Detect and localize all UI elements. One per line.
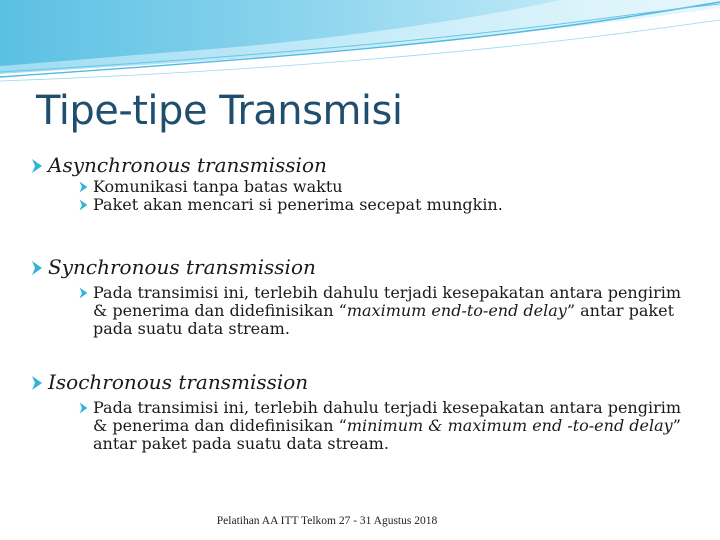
section-asynchronous xyxy=(30,152,700,214)
section-heading xyxy=(30,369,700,395)
list-item-text-before: Pada transimisi ini, terlebih dahulu terjadi kesepakatan antara pengirim & penerima dan didefinisikan “ xyxy=(93,398,682,435)
list-item xyxy=(78,178,700,196)
list-item-text xyxy=(93,284,700,338)
list-item-text-after: ” antar paket pada suatu data stream. xyxy=(93,301,675,338)
list-item xyxy=(78,284,700,338)
section-heading xyxy=(30,254,700,280)
slide-title: Tipe-tipe Transmisi xyxy=(36,88,403,134)
section-synchronous xyxy=(30,254,700,338)
slide-footer: Pelatihan AA ITT Telkom 27 - 31 Agustus 2018 xyxy=(216,515,438,527)
arrow-bullet-icon xyxy=(78,198,89,212)
list-item-text-after: ” antar paket pada suatu data stream. xyxy=(93,416,681,453)
list-item-text xyxy=(93,399,700,453)
section-heading-text: Isochronous transmission xyxy=(48,370,309,394)
arrow-bullet-icon xyxy=(78,286,89,300)
list-item-text: Komunikasi tanpa batas waktu xyxy=(93,177,343,196)
list-item-term: minimum & maximum end -to-end delay xyxy=(346,416,673,435)
list-item-text-before: Pada transimisi ini, terlebih dahulu terjadi kesepakatan antara pengirim & penerima dan didefinisikan “ xyxy=(93,283,682,320)
list-item-term: maximum end-to-end delay xyxy=(346,301,567,320)
arrow-bullet-icon xyxy=(78,180,89,194)
section-heading xyxy=(30,152,700,178)
section-heading-text: Asynchronous transmission xyxy=(48,153,327,177)
arrow-bullet-icon xyxy=(78,401,89,415)
list-item xyxy=(78,399,700,453)
arrow-bullet-icon xyxy=(30,374,44,392)
arrow-bullet-icon xyxy=(30,157,44,175)
header-wave-decoration xyxy=(0,0,720,95)
section-heading-text: Synchronous transmission xyxy=(48,255,316,279)
list-item-text: Paket akan mencari si penerima secepat mungkin. xyxy=(93,195,503,214)
section-isochronous xyxy=(30,369,700,453)
arrow-bullet-icon xyxy=(30,259,44,277)
list-item xyxy=(78,196,700,214)
